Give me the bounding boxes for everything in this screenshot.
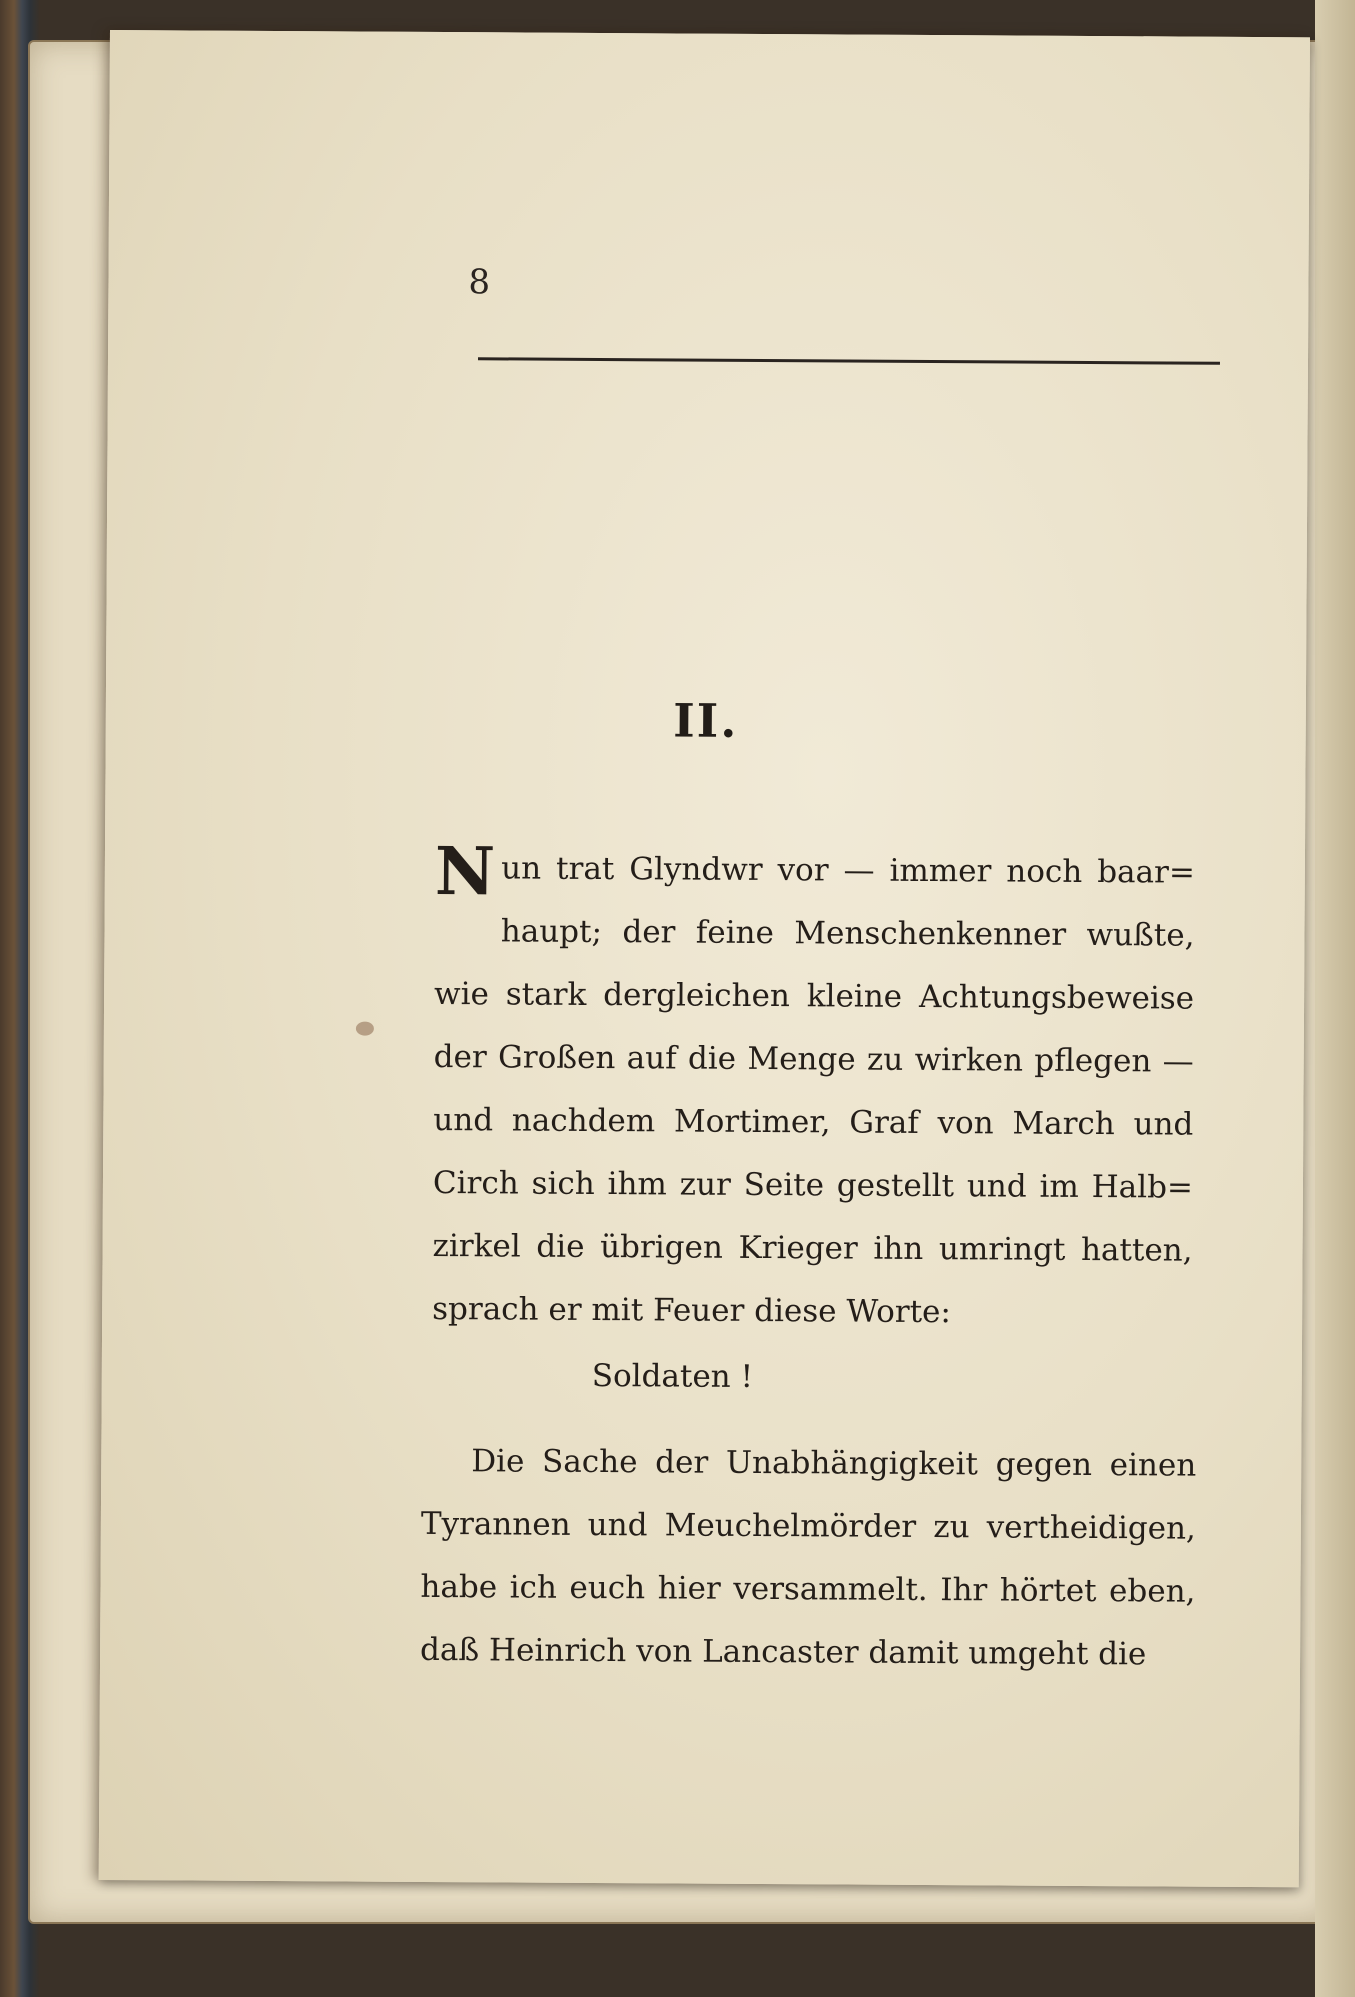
page-number: 8 (468, 262, 491, 303)
paragraph-1-text: un trat Glyndwr vor — immer noch baar= haupt; der feine Menschenkenner wußte, wie stark dergleichen kleine Achtungsbeweise der Großen auf die Menge zu wirken pflegen — und nachdem Mortimer, Graf von March und Circh sich ihm zur Seite gestellt und im Halb= zirkel die übrigen Krieger ihn umringt hatten, sprach er mit Feuer diese Worte: (432, 850, 1195, 1331)
drop-initial: N (434, 832, 496, 911)
page-edge (1315, 0, 1355, 1997)
ink-smudge (356, 1022, 374, 1036)
book-page (99, 30, 1310, 1887)
salutation: Soldaten ! (591, 1357, 754, 1395)
paragraph-2: Die Sache der Unabhängigkeit gegen einen Tyrannen und Meuchelmörder zu vertheidigen, habe ich euch hier versammelt. Ihr hörtet eben, daß Heinrich von Lancaster damit umgeht die (420, 1443, 1197, 1673)
chapter-heading: II. (673, 693, 739, 748)
header-rule (478, 357, 1220, 365)
paragraph-1 (432, 832, 1195, 1346)
